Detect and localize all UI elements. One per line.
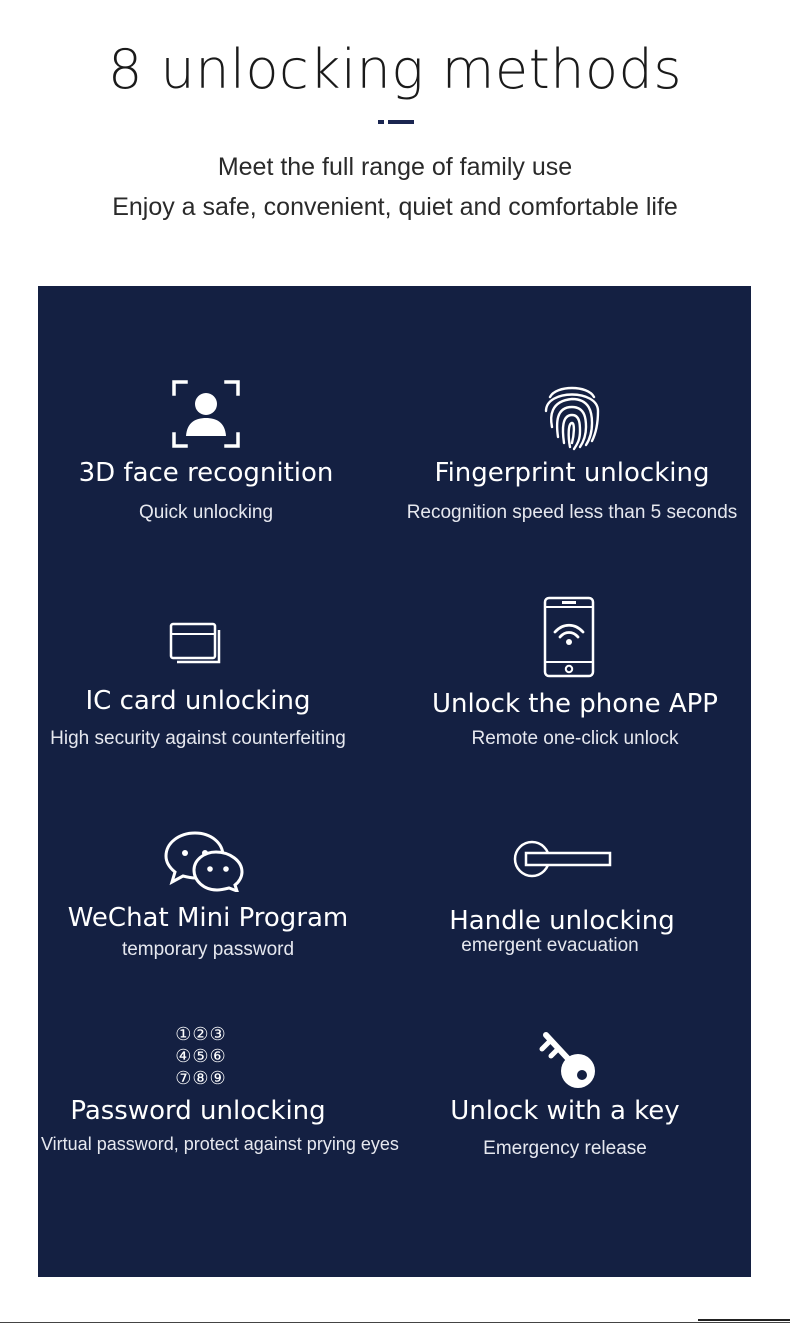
ic-card-icon [18, 604, 374, 684]
keypad-icon [23, 1022, 379, 1092]
fingerprint-icon [394, 374, 750, 454]
feature-desc: temporary password [121, 939, 295, 960]
subtitle-line-2: Enjoy a safe, convenient, quiet and comfortable life [112, 193, 678, 221]
feature-face-recognition [38, 374, 394, 534]
feature-title: Handle unlocking [449, 906, 675, 936]
keypad-row: ④⑤⑥ [175, 1046, 227, 1067]
feature-fingerprint [394, 374, 750, 534]
feature-password [38, 1022, 399, 1172]
feature-desc: Quick unlocking [138, 502, 274, 523]
keypad-digits [175, 1024, 226, 1090]
feature-desc: Emergency release [483, 1138, 647, 1159]
feature-desc: High security against counterfeiting [50, 728, 346, 749]
header [0, 0, 790, 280]
door-handle-icon [384, 834, 740, 884]
feature-key [394, 1024, 750, 1174]
feature-desc: Remote one-click unlock [471, 728, 679, 749]
face-recognition-icon [28, 374, 384, 454]
keypad-row: ⑦⑧⑨ [175, 1068, 227, 1089]
bottom-divider-accent [698, 1319, 790, 1321]
subtitle-line-1: Meet the full range of family use [217, 153, 573, 181]
feature-wechat [38, 829, 394, 969]
feature-handle [394, 834, 750, 974]
feature-title: Unlock the phone APP [432, 689, 718, 719]
phone-wifi-icon [391, 596, 747, 678]
feature-title: Password unlocking [70, 1096, 326, 1126]
feature-title: Unlock with a key [450, 1096, 680, 1126]
feature-title: WeChat Mini Program [67, 903, 349, 933]
feature-desc: Virtual password, protect against prying eyes [41, 1134, 399, 1154]
bottom-divider [0, 1322, 790, 1323]
features-panel [38, 286, 751, 1277]
feature-desc: Recognition speed less than 5 seconds [406, 502, 738, 523]
feature-phone-app [394, 596, 750, 764]
page-title: 8 unlocking methods [108, 38, 682, 101]
feature-title: IC card unlocking [85, 686, 311, 716]
keypad-row: ①②③ [175, 1024, 227, 1045]
key-icon [390, 1024, 746, 1094]
feature-ic-card [38, 604, 394, 764]
feature-desc: emergent evacuation [461, 935, 639, 956]
feature-title: 3D face recognition [78, 458, 334, 488]
feature-title: Fingerprint unlocking [434, 458, 710, 488]
wechat-icon [26, 829, 382, 893]
